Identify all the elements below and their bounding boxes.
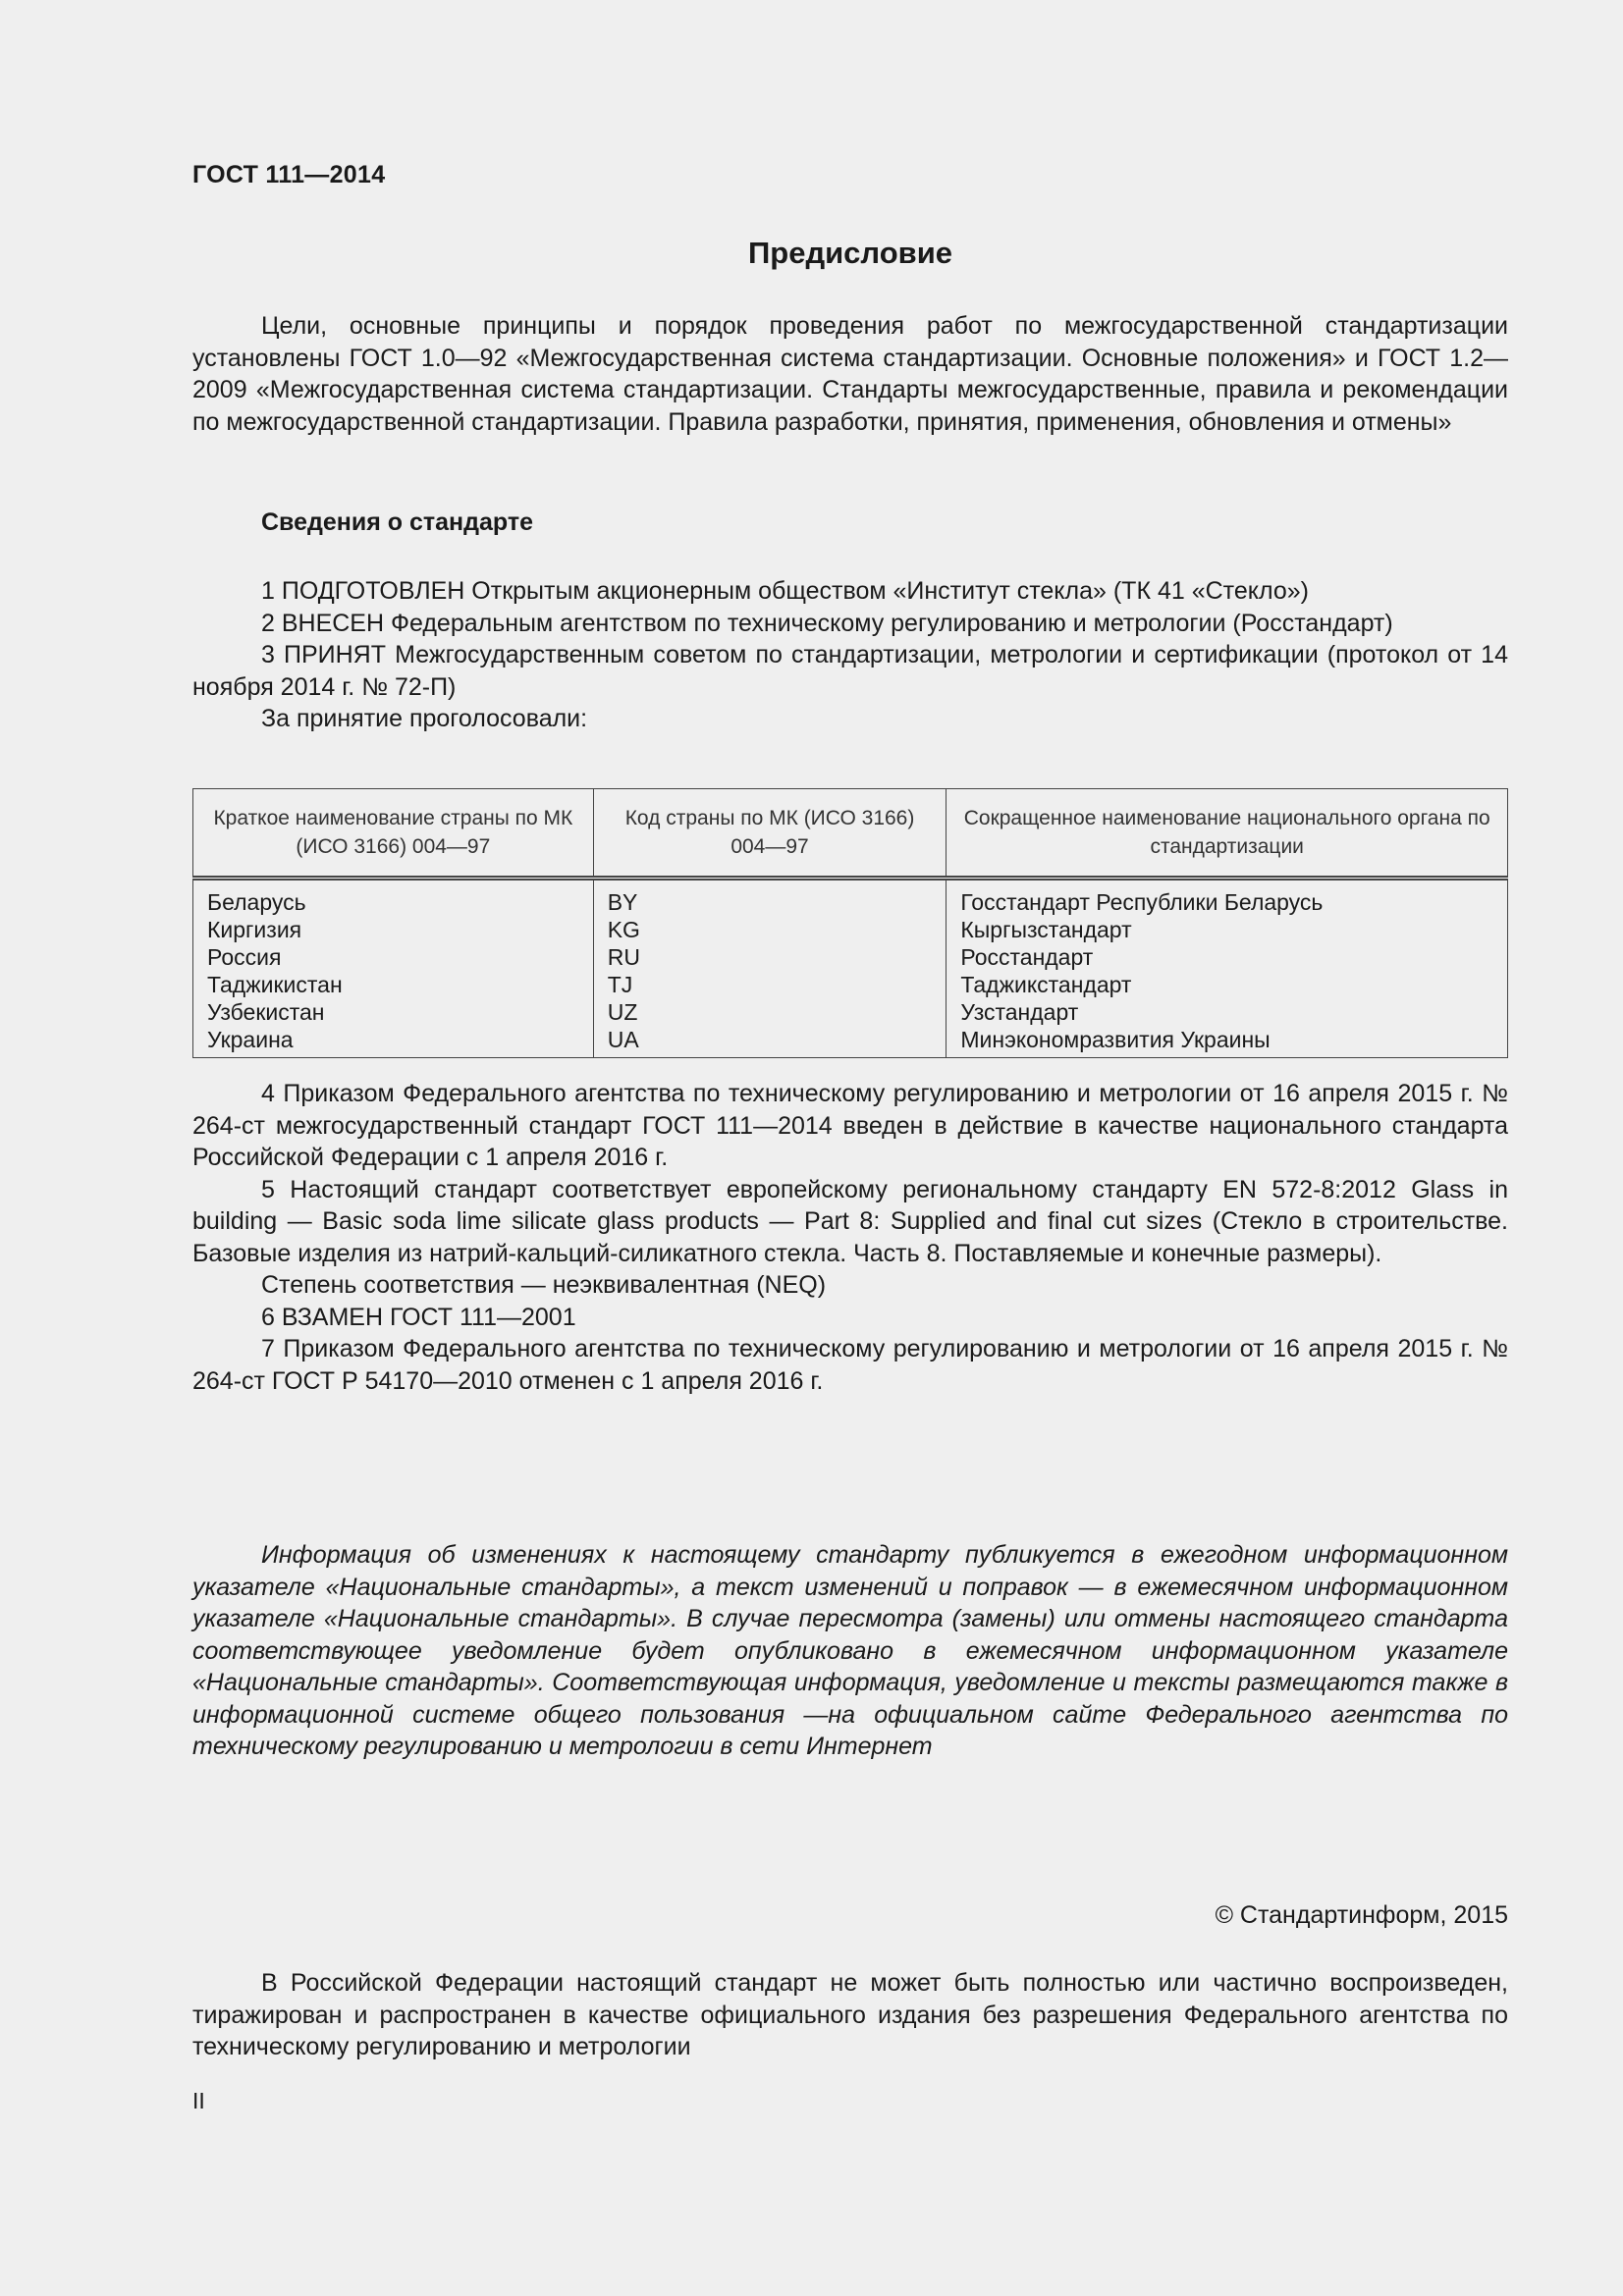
standards-bodies-cell [947,879,1508,1058]
standard-info-item-1: 1 ПОДГОТОВЛЕН Открытым акционерным обществом «Институт стекла» (ТК 41 «Стекло») [261,577,1309,605]
table-header-row [193,789,1508,879]
standards-body: Росстандарт [960,944,1094,970]
table-row [193,879,1508,1058]
standards-body: Узстандарт [960,999,1079,1025]
document-page [192,0,1508,2296]
country-name: Киргизия [207,917,302,942]
standards-body: Минэкономразвития Украины [960,1027,1271,1052]
reproduction-notice: В Российской Федерации настоящий стандарт не может быть полностью или частично воспроизведен, тиражирован и распространен в качестве официального издания без разрешения Федерального агентства по техническому регулированию и метрологии [192,1969,1508,2060]
country-name: Таджикистан [207,972,343,997]
standards-body: Таджикстандарт [960,972,1132,997]
country-name: Россия [207,944,282,970]
document-code: ГОСТ 111—2014 [192,161,386,188]
country-name: Украина [207,1027,294,1052]
country-code: TJ [607,972,633,997]
country-code: BY [607,889,638,915]
standard-info-item-5: 5 Настоящий стандарт соответствует европейскому региональному стандарту EN 572-8:2012 Glass in building — Basic soda lime silicate glass products — Part 8: Supplied and final cut sizes (Стекло в строительстве. Базовые изделия из натрий-кальций-силикатного стекла. Часть 8. Поставляемые и конечные размеры). [192,1175,1508,1267]
country-codes-cell [593,879,947,1058]
country-code: UZ [607,999,638,1025]
changes-information-note: Информация об изменениях к настоящему стандарту публикуется в ежегодном информационном указателе «Национальные стандарты», а текст изменений и поправок — в ежемесячном информационном указателе «Национальные стандарты». В случае пересмотра (замены) или отмены настоящего стандарта соответствующее уведомление будет опубликовано в ежемесячном информационном указателе «Национальные стандарты». Соответствующая информация, уведомление и тексты размещаются также в информационной системе общего пользования —на официальном сайте Федерального агентства по техническому регулированию и метрологии в сети Интернет [192,1541,1508,1760]
country-name: Беларусь [207,889,306,915]
country-code: RU [607,944,640,970]
column-header-code: Код страны по МК (ИСО 3166) 004—97 [593,789,947,879]
standards-body: Госстандарт Республики Беларусь [960,889,1324,915]
standard-info-items-before-table [192,575,1508,735]
standard-info-heading: Сведения о стандарте [261,508,534,536]
country-code: UA [607,1027,639,1052]
page-number: II [192,2088,205,2113]
standard-info-item-2: 2 ВНЕСЕН Федеральным агентством по техническому регулированию и метрологии (Росстандарт) [261,609,1393,637]
column-header-country: Краткое наименование страны по МК (ИСО 3166) 004—97 [193,789,594,879]
country-name: Узбекистан [207,999,325,1025]
standard-info-item-4: 4 Приказом Федерального агентства по техническому регулированию и метрологии от 16 апреля 2015 г. № 264-ст межгосударственный стандарт ГОСТ 111—2014 введен в действие в качестве национального стандарта Российской Федерации с 1 апреля 2016 г. [192,1080,1508,1171]
voting-countries-table [192,788,1508,1058]
standard-info-item-7: 7 Приказом Федерального агентства по техническому регулированию и метрологии от 16 апреля 2015 г. № 264-ст ГОСТ Р 54170—2010 отменен с 1 апреля 2016 г. [192,1335,1508,1395]
column-header-body: Сокращенное наименование национального органа по стандартизации [947,789,1508,879]
page-title: Предисловие [747,236,952,270]
intro-paragraph: Цели, основные принципы и порядок проведения работ по межгосударственной стандартизации установлены ГОСТ 1.0—92 «Межгосударственная система стандартизации. Основные положения» и ГОСТ 1.2—2009 «Межгосударственная система стандартизации. Стандарты межгосударственные, правила и рекомендации по межгосударственной стандартизации. Правила разработки, принятия, применения, обновления и отмены» [192,312,1508,436]
standard-info-items-after-table [192,1078,1508,1397]
standard-info-item-3: 3 ПРИНЯТ Межгосударственным советом по стандартизации, метрологии и сертификации (протокол от 14 ноября 2014 г. № 72-П) [192,641,1508,701]
conformity-degree: Степень соответствия — неэквивалентная (NEQ) [261,1271,827,1299]
standards-body: Кыргызстандарт [960,917,1132,942]
country-code: KG [607,917,640,942]
copyright-notice: © Стандартинформ, 2015 [1215,1901,1508,1929]
standard-info-item-6: 6 ВЗАМЕН ГОСТ 111—2001 [261,1303,576,1331]
voting-intro: За принятие проголосовали: [261,705,588,732]
country-names-cell [193,879,594,1058]
